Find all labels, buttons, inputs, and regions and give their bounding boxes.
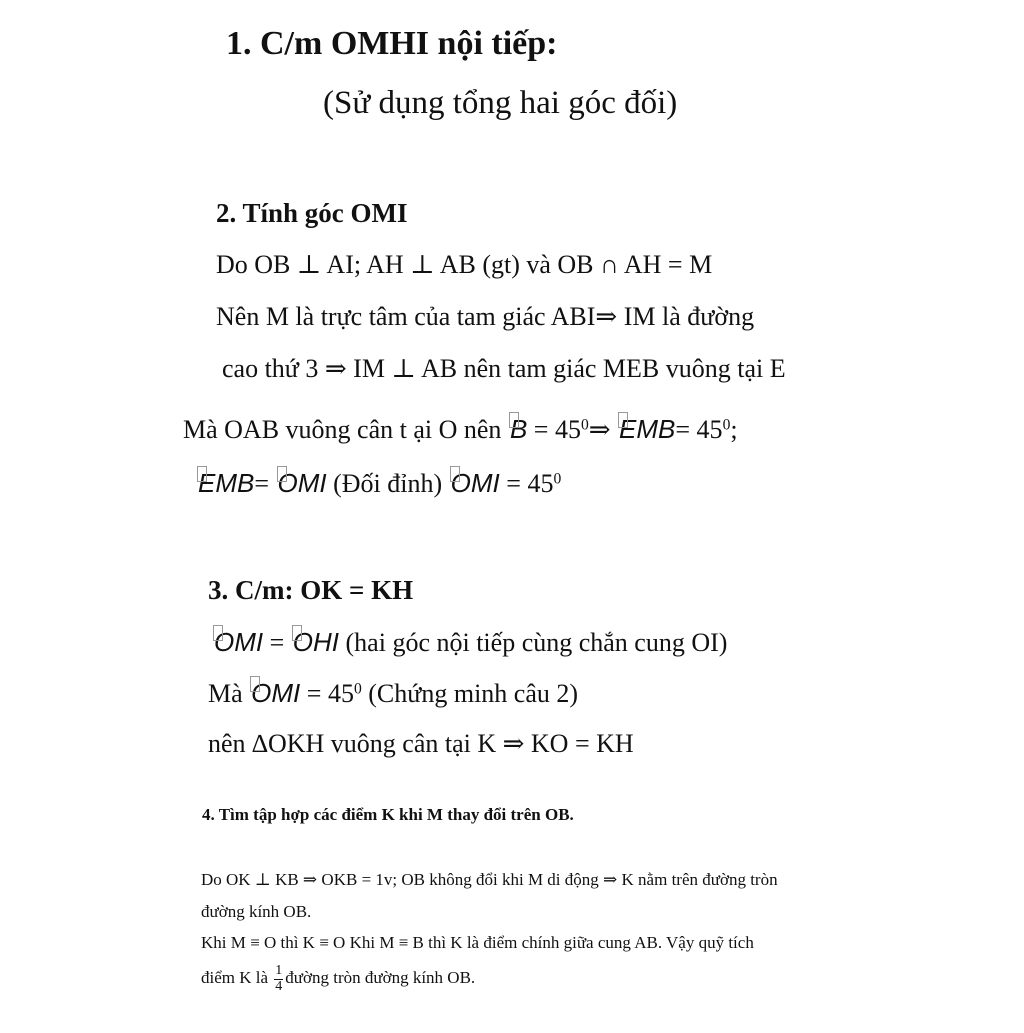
equals-45: = 45 xyxy=(675,415,723,444)
fraction-one-quarter xyxy=(274,964,283,994)
line-2-text: (Chứng minh câu 2) xyxy=(361,679,579,708)
section-2-title: 2. Tính góc OMI xyxy=(216,198,408,228)
equals-45: = 45 xyxy=(300,679,354,708)
section-2-line-4 xyxy=(183,416,738,443)
angle-omi: OMI xyxy=(214,627,264,657)
section-4-line-4 xyxy=(201,964,475,994)
section-2-line-1: Do OB ⊥ AI; AH ⊥ AB (gt) và OB ∩ AH = M xyxy=(216,250,713,279)
section-4-line-1: Do OK ⊥ KB ⇒ OKB = 1v; OB không đổi khi M di động ⇒ K nằm trên đường tròn xyxy=(201,870,778,889)
opposite-angles-text: (Đối đỉnh) xyxy=(326,469,449,498)
section-1-subtitle: (Sử dụng tổng hai góc đối) xyxy=(323,85,678,121)
line-2-prefix: Mà xyxy=(208,679,250,708)
angle-omi: OMI xyxy=(277,468,327,498)
degree-sup: 0 xyxy=(353,680,362,698)
angle-ohi: OHI xyxy=(292,627,340,657)
equals: = xyxy=(263,628,291,657)
fraction-denominator: 4 xyxy=(275,978,283,994)
angle-emb: EMB xyxy=(198,468,255,498)
angle-emb: EMB xyxy=(619,414,676,444)
section-3-line-3: nên ∆OKH vuông cân tại K ⇒ KO = KH xyxy=(208,729,634,758)
section-2-line-5 xyxy=(196,470,561,497)
equals-45: = 45 xyxy=(527,415,581,444)
implies-arrow: ⇒ xyxy=(588,415,618,444)
equals-45: = 45 xyxy=(499,469,554,498)
degree-sup: 0 xyxy=(580,416,589,434)
section-2-line-3: cao thứ 3 ⇒ IM ⊥ AB nên tam giác MEB vuông tại E xyxy=(222,354,786,383)
section-4-line-3: Khi M ≡ O thì K ≡ O Khi M ≡ B thì K là điểm chính giữa cung AB. Vậy quỹ tích xyxy=(201,933,754,952)
line-4-prefix: điểm K là xyxy=(201,968,273,988)
section-4-line-2: đường kính OB. xyxy=(201,902,312,921)
section-3-title: 3. C/m: OK = KH xyxy=(208,575,414,605)
section-1-title: 1. C/m OMHI nội tiếp: xyxy=(226,25,558,62)
degree-sup: 0 xyxy=(722,416,731,434)
line-4-text: đường tròn đường kính OB. xyxy=(285,968,476,988)
equals: = xyxy=(254,469,276,498)
semicolon: ; xyxy=(730,415,738,444)
line-1-text: (hai góc nội tiếp cùng chắn cung OI) xyxy=(339,628,728,657)
line-4-text: Mà OAB vuông cân t ại O nên xyxy=(183,415,508,444)
degree-sup: 0 xyxy=(553,470,562,488)
angle-omi: OMI xyxy=(251,678,301,708)
section-3-line-2 xyxy=(208,680,578,707)
section-2-line-2: Nên M là trực tâm của tam giác ABI⇒ IM là đường xyxy=(216,302,755,331)
angle-b: B xyxy=(509,414,528,444)
angle-omi: OMI xyxy=(450,468,500,498)
fraction-numerator: 1 xyxy=(275,963,283,978)
section-3-line-1 xyxy=(212,629,727,656)
section-4-title: 4. Tìm tập hợp các điểm K khi M thay đổi trên OB. xyxy=(202,805,574,824)
